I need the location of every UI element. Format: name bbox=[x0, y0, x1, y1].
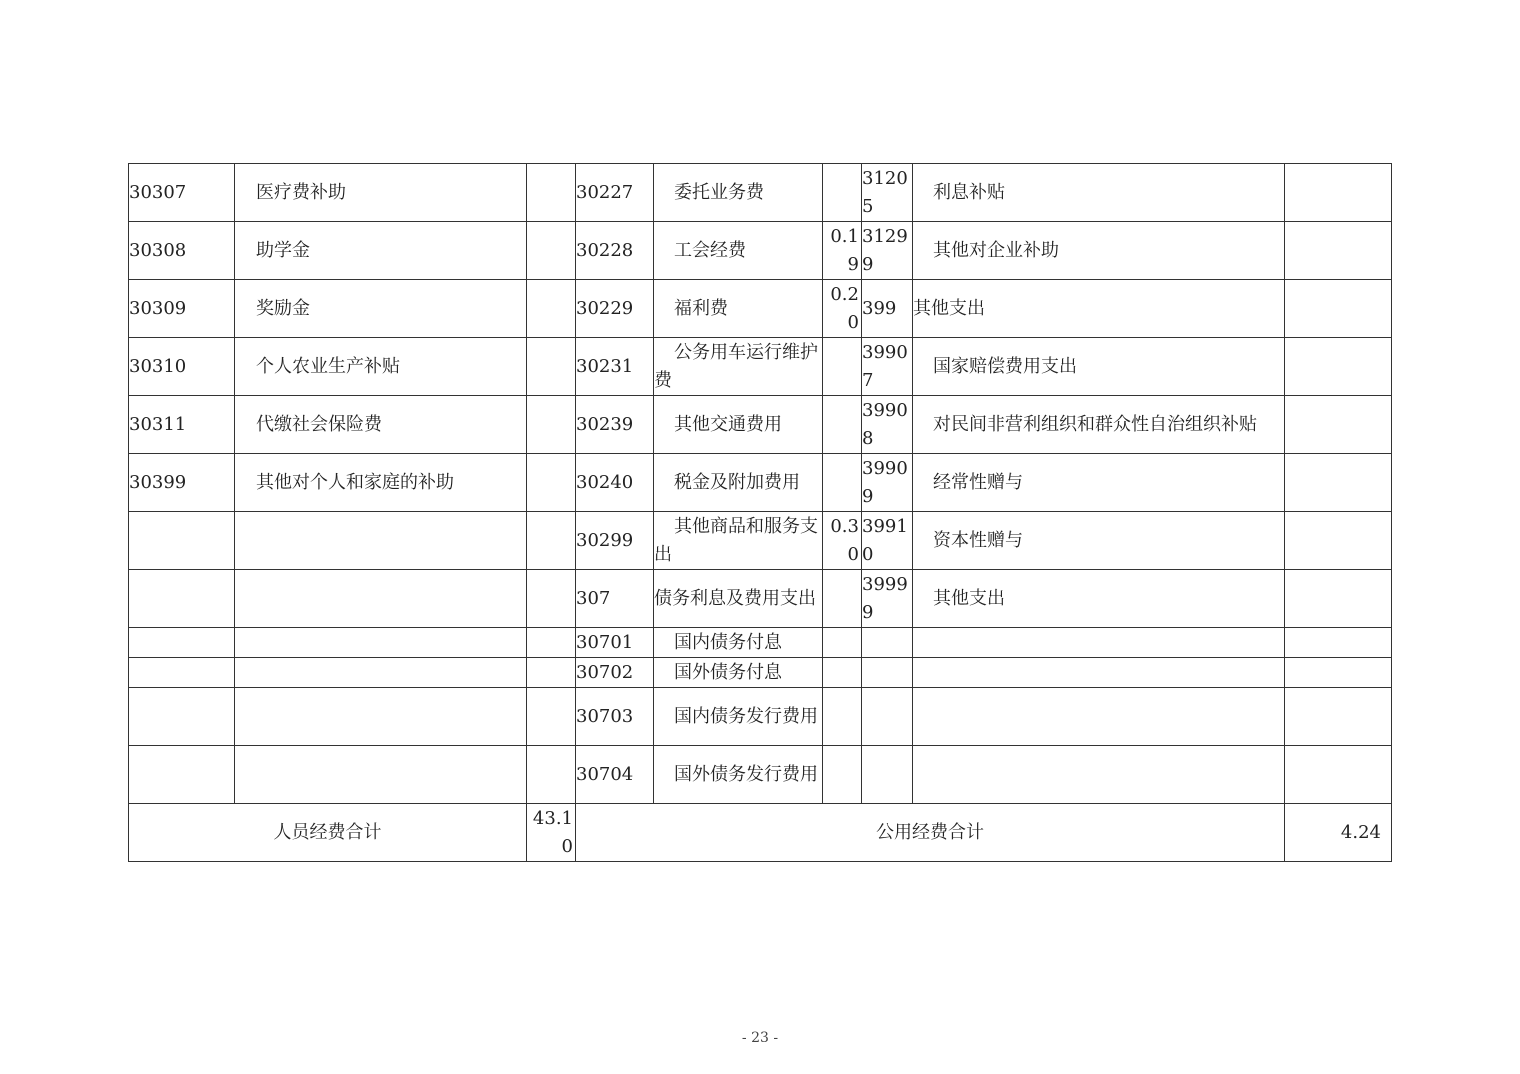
code-cell: 30704 bbox=[576, 746, 654, 804]
item-name-cell bbox=[913, 658, 1285, 688]
amount-cell bbox=[1285, 688, 1392, 746]
item-name-cell bbox=[913, 688, 1285, 746]
item-name-cell bbox=[235, 512, 527, 570]
item-name-cell bbox=[913, 628, 1285, 658]
item-name-cell: 助学金 bbox=[235, 222, 527, 280]
amount-cell bbox=[823, 396, 862, 454]
amount-cell bbox=[1285, 454, 1392, 512]
amount-cell: 0.30 bbox=[823, 512, 862, 570]
table-row bbox=[129, 512, 1392, 570]
item-name-cell: 奖励金 bbox=[235, 280, 527, 338]
code-cell bbox=[862, 658, 913, 688]
item-name-cell: 经常性赠与 bbox=[913, 454, 1285, 512]
item-name-cell: 其他支出 bbox=[913, 280, 1285, 338]
amount-cell bbox=[1285, 338, 1392, 396]
amount-cell bbox=[527, 454, 576, 512]
amount-cell bbox=[1285, 396, 1392, 454]
amount-cell bbox=[527, 338, 576, 396]
code-cell: 30309 bbox=[129, 280, 235, 338]
table-row bbox=[129, 396, 1392, 454]
amount-cell bbox=[1285, 512, 1392, 570]
item-name-cell bbox=[235, 688, 527, 746]
public-total-label: 公用经费合计 bbox=[576, 804, 1285, 862]
amount-cell bbox=[1285, 628, 1392, 658]
item-name-cell bbox=[235, 746, 527, 804]
code-cell bbox=[862, 688, 913, 746]
item-name-cell: 其他对企业补助 bbox=[913, 222, 1285, 280]
code-cell bbox=[129, 688, 235, 746]
table-row bbox=[129, 746, 1392, 804]
code-cell bbox=[129, 658, 235, 688]
table-row bbox=[129, 222, 1392, 280]
item-name-cell: 国外债务付息 bbox=[654, 658, 823, 688]
code-cell: 30299 bbox=[576, 512, 654, 570]
amount-cell bbox=[1285, 164, 1392, 222]
code-cell: 30703 bbox=[576, 688, 654, 746]
code-cell: 30308 bbox=[129, 222, 235, 280]
amount-cell bbox=[823, 628, 862, 658]
item-name-cell: 医疗费补助 bbox=[235, 164, 527, 222]
item-name-cell: 其他交通费用 bbox=[654, 396, 823, 454]
item-name-cell: 对民间非营利组织和群众性自治组织补贴 bbox=[913, 396, 1285, 454]
item-name-cell: 债务利息及费用支出 bbox=[654, 570, 823, 628]
table-row bbox=[129, 280, 1392, 338]
expenditure-table bbox=[128, 163, 1392, 862]
item-name-cell: 资本性赠与 bbox=[913, 512, 1285, 570]
amount-cell bbox=[1285, 570, 1392, 628]
amount-cell bbox=[527, 222, 576, 280]
code-cell: 30310 bbox=[129, 338, 235, 396]
amount-cell bbox=[1285, 222, 1392, 280]
code-cell: 30702 bbox=[576, 658, 654, 688]
item-name-cell: 福利费 bbox=[654, 280, 823, 338]
code-cell: 31299 bbox=[862, 222, 913, 280]
code-cell: 39908 bbox=[862, 396, 913, 454]
public-total-value: 4.24 bbox=[1285, 804, 1392, 862]
code-cell bbox=[862, 628, 913, 658]
table-row bbox=[129, 688, 1392, 746]
code-cell: 30239 bbox=[576, 396, 654, 454]
amount-cell: 0.19 bbox=[823, 222, 862, 280]
code-cell: 39907 bbox=[862, 338, 913, 396]
code-cell: 30231 bbox=[576, 338, 654, 396]
code-cell: 30399 bbox=[129, 454, 235, 512]
code-cell: 39999 bbox=[862, 570, 913, 628]
item-name-cell: 工会经费 bbox=[654, 222, 823, 280]
amount-cell bbox=[1285, 746, 1392, 804]
amount-cell bbox=[527, 746, 576, 804]
code-cell: 399 bbox=[862, 280, 913, 338]
code-cell: 30229 bbox=[576, 280, 654, 338]
code-cell: 30701 bbox=[576, 628, 654, 658]
item-name-cell: 公务用车运行维护费 bbox=[654, 338, 823, 396]
code-cell: 30307 bbox=[129, 164, 235, 222]
amount-cell bbox=[527, 164, 576, 222]
code-cell: 39909 bbox=[862, 454, 913, 512]
amount-cell bbox=[823, 688, 862, 746]
item-name-cell: 税金及附加费用 bbox=[654, 454, 823, 512]
amount-cell bbox=[527, 570, 576, 628]
code-cell: 31205 bbox=[862, 164, 913, 222]
item-name-cell bbox=[235, 628, 527, 658]
table-row bbox=[129, 658, 1392, 688]
amount-cell bbox=[527, 512, 576, 570]
item-name-cell bbox=[913, 746, 1285, 804]
code-cell bbox=[862, 746, 913, 804]
code-cell: 307 bbox=[576, 570, 654, 628]
amount-cell bbox=[823, 658, 862, 688]
page-number: - 23 - bbox=[741, 1030, 779, 1046]
code-cell: 30240 bbox=[576, 454, 654, 512]
amount-cell bbox=[527, 658, 576, 688]
amount-cell: 0.20 bbox=[823, 280, 862, 338]
table-row bbox=[129, 164, 1392, 222]
totals-row bbox=[129, 804, 1392, 862]
item-name-cell: 其他对个人和家庭的补助 bbox=[235, 454, 527, 512]
personnel-total-label: 人员经费合计 bbox=[129, 804, 527, 862]
code-cell bbox=[129, 746, 235, 804]
item-name-cell bbox=[235, 570, 527, 628]
amount-cell bbox=[527, 628, 576, 658]
item-name-cell: 委托业务费 bbox=[654, 164, 823, 222]
amount-cell bbox=[1285, 280, 1392, 338]
item-name-cell: 国外债务发行费用 bbox=[654, 746, 823, 804]
amount-cell bbox=[823, 746, 862, 804]
amount-cell bbox=[527, 688, 576, 746]
code-cell: 39910 bbox=[862, 512, 913, 570]
item-name-cell: 国内债务发行费用 bbox=[654, 688, 823, 746]
item-name-cell: 个人农业生产补贴 bbox=[235, 338, 527, 396]
table-row bbox=[129, 628, 1392, 658]
code-cell: 30227 bbox=[576, 164, 654, 222]
item-name-cell: 其他商品和服务支出 bbox=[654, 512, 823, 570]
item-name-cell: 国家赔偿费用支出 bbox=[913, 338, 1285, 396]
amount-cell bbox=[823, 164, 862, 222]
amount-cell bbox=[1285, 658, 1392, 688]
code-cell: 30228 bbox=[576, 222, 654, 280]
amount-cell bbox=[823, 454, 862, 512]
table-row bbox=[129, 338, 1392, 396]
amount-cell bbox=[823, 338, 862, 396]
amount-cell bbox=[527, 396, 576, 454]
personnel-total-value: 43.10 bbox=[527, 804, 576, 862]
code-cell bbox=[129, 570, 235, 628]
code-cell bbox=[129, 628, 235, 658]
code-cell: 30311 bbox=[129, 396, 235, 454]
amount-cell bbox=[823, 570, 862, 628]
item-name-cell: 利息补贴 bbox=[913, 164, 1285, 222]
item-name-cell: 国内债务付息 bbox=[654, 628, 823, 658]
code-cell bbox=[129, 512, 235, 570]
amount-cell bbox=[527, 280, 576, 338]
item-name-cell bbox=[235, 658, 527, 688]
item-name-cell: 代缴社会保险费 bbox=[235, 396, 527, 454]
table-row bbox=[129, 454, 1392, 512]
item-name-cell: 其他支出 bbox=[913, 570, 1285, 628]
table-row bbox=[129, 570, 1392, 628]
